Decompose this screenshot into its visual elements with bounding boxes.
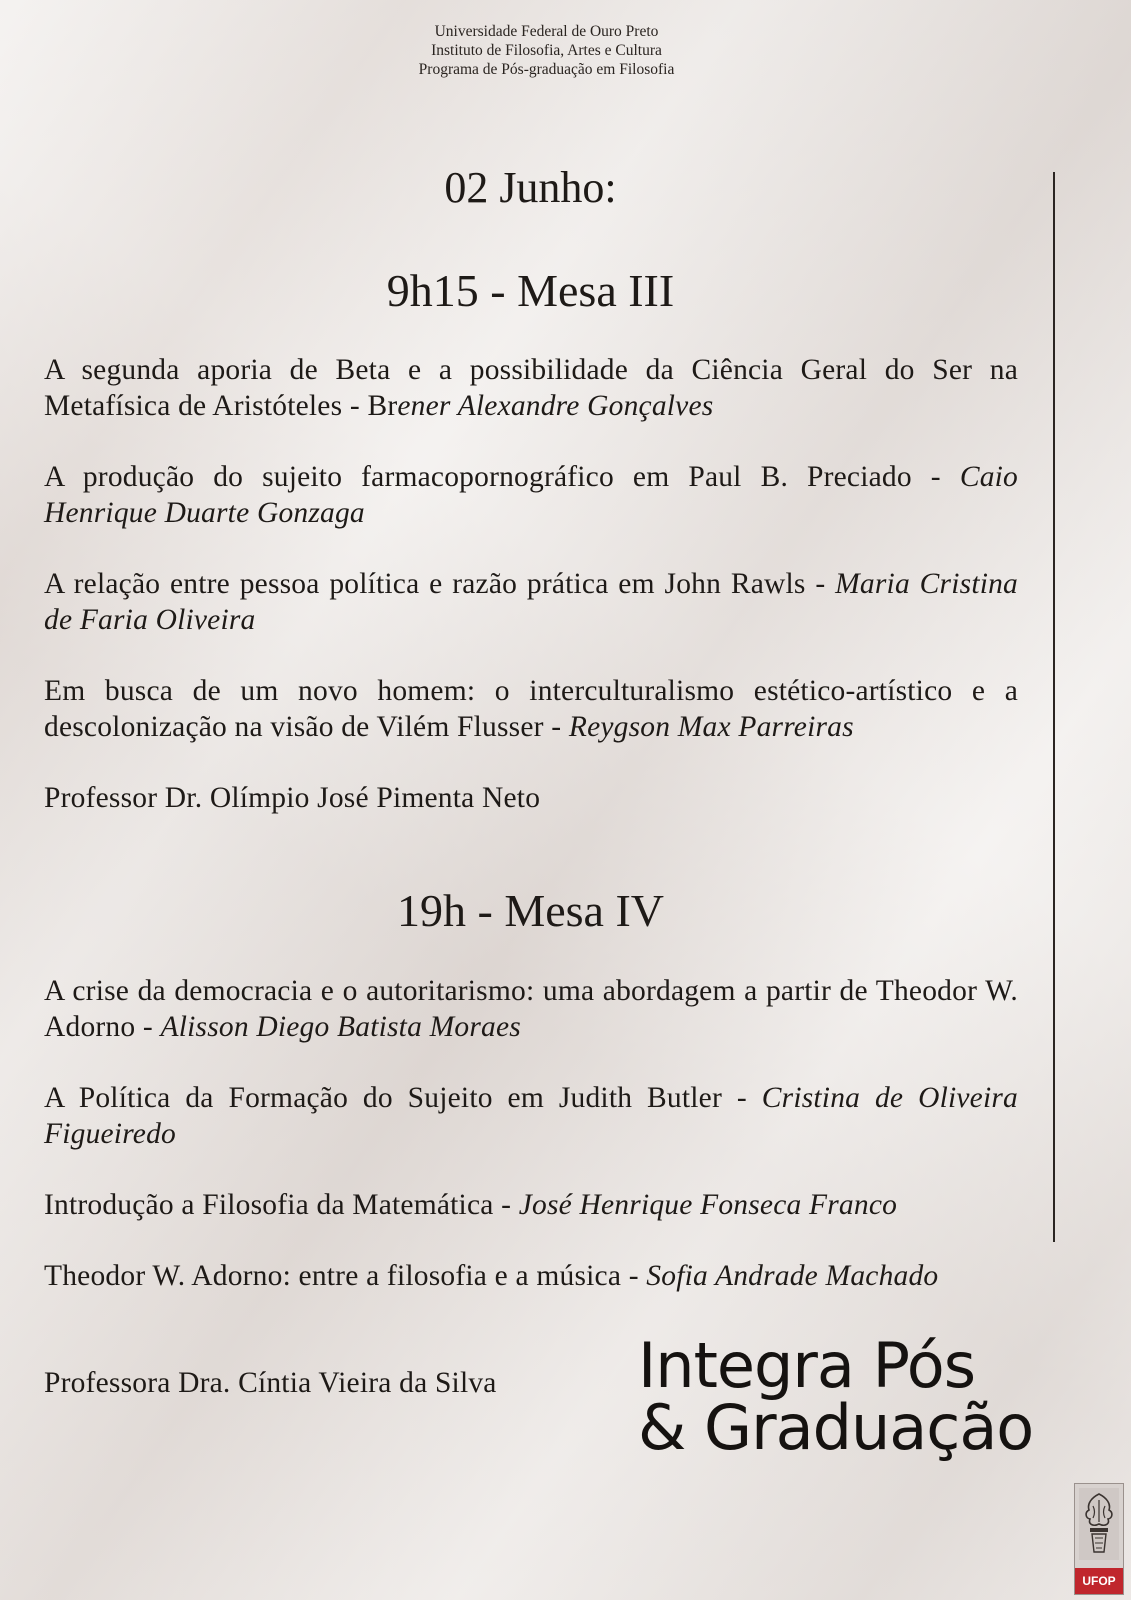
talk-item — [44, 973, 1018, 1045]
session-moderator: Professora Dra. Cíntia Vieira da Silva — [44, 1367, 497, 1399]
talk-author: Cristina de Oliveira Figueiredo — [44, 1082, 1018, 1150]
session-heading-mesa-iii: 9h15 - Mesa III — [386, 265, 675, 316]
talk-author: Caio Henrique Duarte Gonzaga — [44, 461, 1018, 529]
talk-item — [44, 566, 1018, 638]
talk-title: A segunda aporia de Beta e a possibilidade da Ciência Geral do Ser na Metafísica de Aristóteles - Br — [44, 354, 1018, 422]
ufop-emblem-icon — [1079, 1488, 1119, 1560]
talk-item — [44, 459, 1018, 531]
institute-name: Instituto de Filosofia, Artes e Cultura — [431, 42, 662, 59]
talk-item — [44, 1187, 1018, 1223]
talk-title: A Política da Formação do Sujeito em Judith Butler - — [44, 1082, 762, 1114]
brand-line-2: & Graduação — [638, 1391, 1034, 1464]
day-heading: 02 Junho: — [444, 163, 617, 212]
vertical-divider — [1053, 172, 1055, 1242]
talk-title: A crise da democracia e o autoritarismo: uma abordagem a partir de Theodor W. Adorno - — [44, 975, 1018, 1043]
talk-title: Em busca de um novo homem: o interculturalismo estético-artístico e a descolonização na visão de Vilém Flusser - — [44, 675, 1018, 743]
talk-title: Introdução a Filosofia da Matemática - — [44, 1189, 519, 1221]
talk-title: A relação entre pessoa política e razão prática em John Rawls - — [44, 568, 836, 600]
program-name: Programa de Pós-graduação em Filosofia — [418, 61, 675, 78]
ufop-logo — [1074, 1483, 1124, 1595]
university-name: Universidade Federal de Ouro Preto — [434, 23, 659, 40]
talk-item — [44, 1258, 1018, 1294]
talk-title: Theodor W. Adorno: entre a filosofia e a música - — [44, 1260, 647, 1292]
ufop-label: UFOP — [1075, 1568, 1123, 1594]
talk-author: José Henrique Fonseca Franco — [518, 1189, 898, 1221]
talk-author: Sofia Andrade Machado — [646, 1260, 939, 1292]
talk-item — [44, 352, 1018, 424]
talk-author: ener Alexandre Gonçalves — [397, 390, 714, 422]
brand-line-1: Integra Pós — [638, 1329, 975, 1402]
institution-header — [0, 22, 1093, 79]
talk-item — [44, 1080, 1018, 1152]
session-heading-mesa-iv: 19h - Mesa IV — [397, 885, 664, 936]
talk-item — [44, 673, 1018, 745]
talk-title: A produção do sujeito farmacopornográfico em Paul B. Preciado - — [44, 461, 960, 493]
talk-author: Maria Cristina de Faria Oliveira — [44, 568, 1019, 636]
event-brand — [638, 1329, 1118, 1464]
talk-author: Reygson Max Parreiras — [568, 711, 854, 743]
talk-author: Alisson Diego Batista Moraes — [160, 1011, 521, 1043]
session-moderator: Professor Dr. Olímpio José Pimenta Neto — [44, 782, 541, 814]
